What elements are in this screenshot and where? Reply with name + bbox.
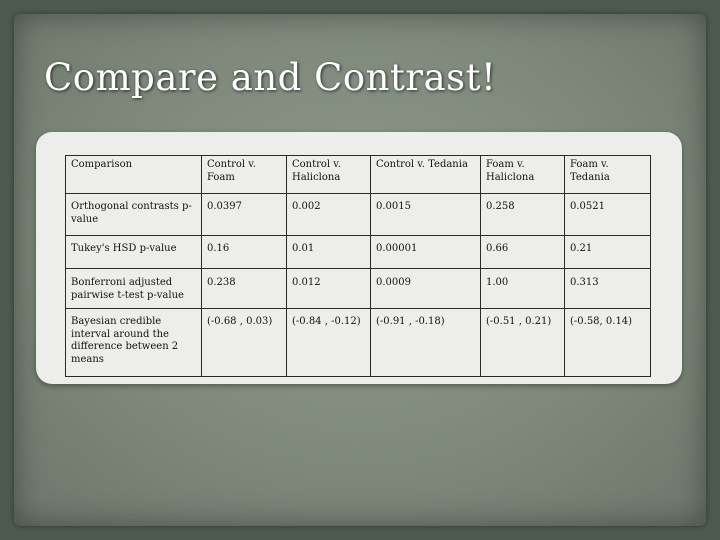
table-cell: (-0.58, 0.14) bbox=[565, 309, 651, 377]
table-row bbox=[66, 269, 651, 309]
table-cell: 0.238 bbox=[202, 269, 287, 309]
table-cell: (-0.91 , -0.18) bbox=[371, 309, 481, 377]
table-cell: 0.21 bbox=[565, 236, 651, 269]
table-cell: 0.0015 bbox=[371, 194, 481, 236]
row-label: Bayesian credible interval around the difference between 2 means bbox=[66, 309, 202, 377]
header-cell: Control v. Foam bbox=[202, 156, 287, 194]
header-cell: Comparison bbox=[66, 156, 202, 194]
table-cell: 0.258 bbox=[481, 194, 565, 236]
slide-title: Compare and Contrast! bbox=[44, 56, 497, 99]
row-label: Orthogonal contrasts p-value bbox=[66, 194, 202, 236]
table-cell: 1.00 bbox=[481, 269, 565, 309]
table-cell: 0.012 bbox=[287, 269, 371, 309]
table-cell: (-0.51 , 0.21) bbox=[481, 309, 565, 377]
header-cell: Foam v. Haliclona bbox=[481, 156, 565, 194]
table-cell: 0.16 bbox=[202, 236, 287, 269]
table-header-row bbox=[66, 156, 651, 194]
header-cell: Control v. Tedania bbox=[371, 156, 481, 194]
table-cell: 0.01 bbox=[287, 236, 371, 269]
table-cell: 0.0521 bbox=[565, 194, 651, 236]
header-cell: Control v. Haliclona bbox=[287, 156, 371, 194]
table-cell: 0.00001 bbox=[371, 236, 481, 269]
table-cell: 0.313 bbox=[565, 269, 651, 309]
table-cell: 0.0397 bbox=[202, 194, 287, 236]
table-cell: (-0.68 , 0.03) bbox=[202, 309, 287, 377]
comparison-table bbox=[65, 155, 651, 377]
header-cell: Foam v. Tedania bbox=[565, 156, 651, 194]
table-row bbox=[66, 194, 651, 236]
table-cell: 0.66 bbox=[481, 236, 565, 269]
table-cell: (-0.84 , -0.12) bbox=[287, 309, 371, 377]
row-label: Bonferroni adjusted pairwise t-test p-value bbox=[66, 269, 202, 309]
table-row bbox=[66, 236, 651, 269]
table-cell: 0.002 bbox=[287, 194, 371, 236]
row-label: Tukey's HSD p-value bbox=[66, 236, 202, 269]
table-row bbox=[66, 309, 651, 377]
table-cell: 0.0009 bbox=[371, 269, 481, 309]
